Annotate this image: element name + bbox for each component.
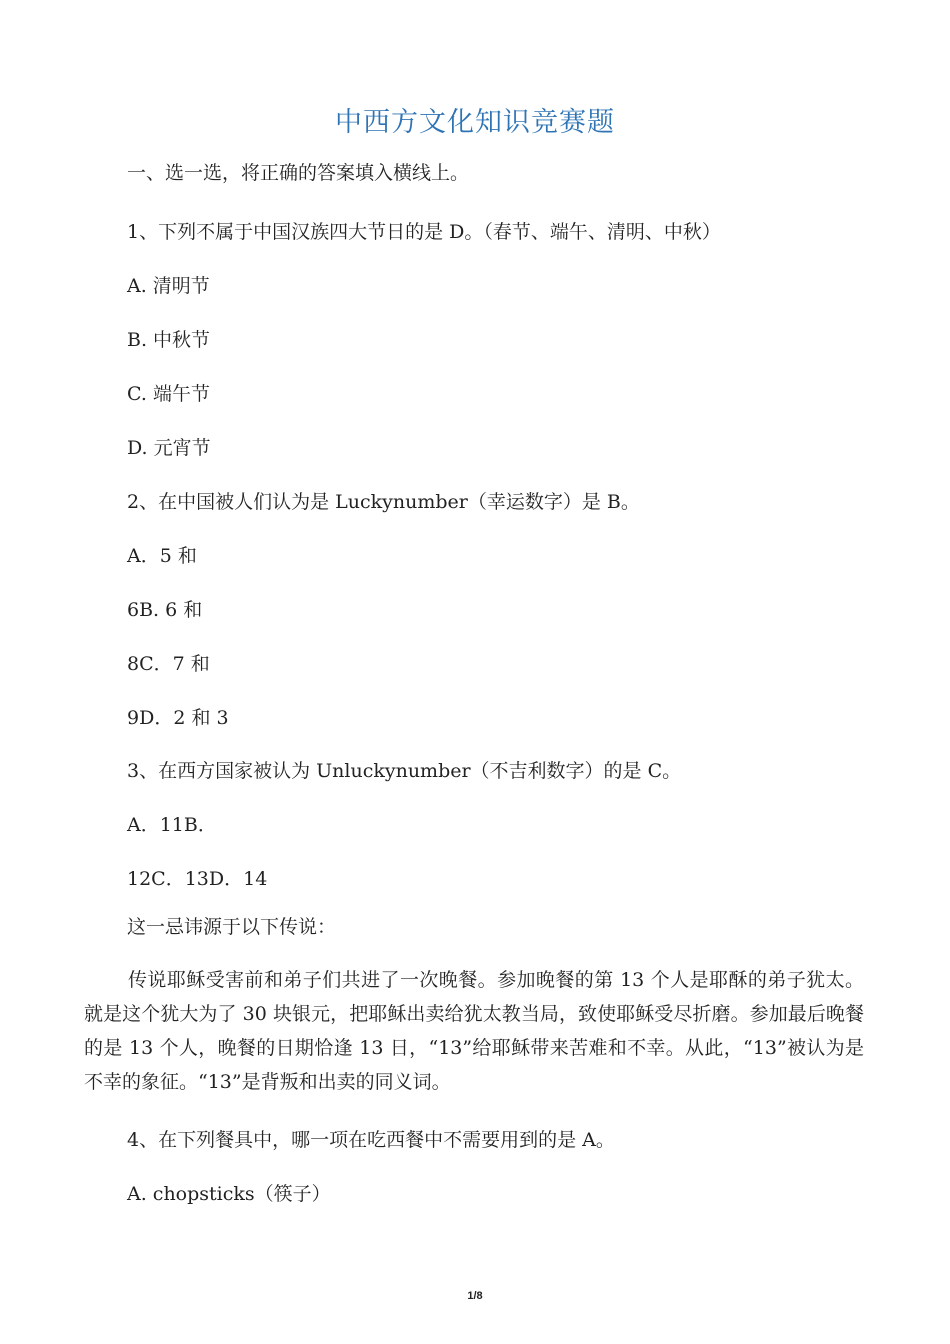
option-3cd: 12C．13D．14 [127, 868, 268, 890]
option-1a: A. 清明节 [127, 275, 210, 297]
option-1b: B. 中秋节 [127, 329, 211, 351]
question-1: 1、下列不属于中国汉族四大节日的是 D。（春节、端午、清明、中秋） [127, 221, 721, 243]
option-2b: 6B. 6 和 [127, 599, 203, 621]
legend-paragraph: 传说耶稣受害前和弟子们共进了一次晚餐。参加晚餐的第 13 个人是耶酥的弟子犹太。就是这个犹大为了 30 块银元，把耶稣出卖给犹太教当局，致使耶稣受尽折磨。参加最后晚餐的是 13 个人，晚餐的日期恰逢 13 日，“13”给耶稣带来苦难和不幸。从此，“13”被认为是不幸的象征。“13”是背叛和出卖的同义词。 [84, 969, 864, 1093]
option-3ab: A．11B． [127, 814, 217, 836]
option-2d: 9D．2 和 3 [127, 707, 229, 729]
page-number: 1/8 [467, 1290, 483, 1302]
document-title: 中西方文化知识竞赛题 [335, 107, 615, 138]
question-3: 3、在西方国家被认为 Unluckynumber（不吉利数字）的是 C。 [127, 760, 682, 782]
question-4: 4、在下列餐具中，哪一项在吃西餐中不需要用到的是 A。 [127, 1129, 615, 1151]
option-1d: D. 元宵节 [127, 437, 211, 459]
option-4a: A. chopsticks（筷子） [127, 1183, 331, 1205]
section-heading: 一、选一选，将正确的答案填入横线上。 [127, 162, 470, 184]
option-2c: 8C．7 和 [127, 653, 210, 675]
legend-intro: 这一忌讳源于以下传说： [127, 916, 337, 938]
question-2: 2、在中国被人们认为是 Luckynumber（幸运数字）是 B。 [127, 491, 640, 513]
option-1c: C. 端午节 [127, 383, 210, 405]
option-2a: A．5 和 [127, 545, 197, 567]
